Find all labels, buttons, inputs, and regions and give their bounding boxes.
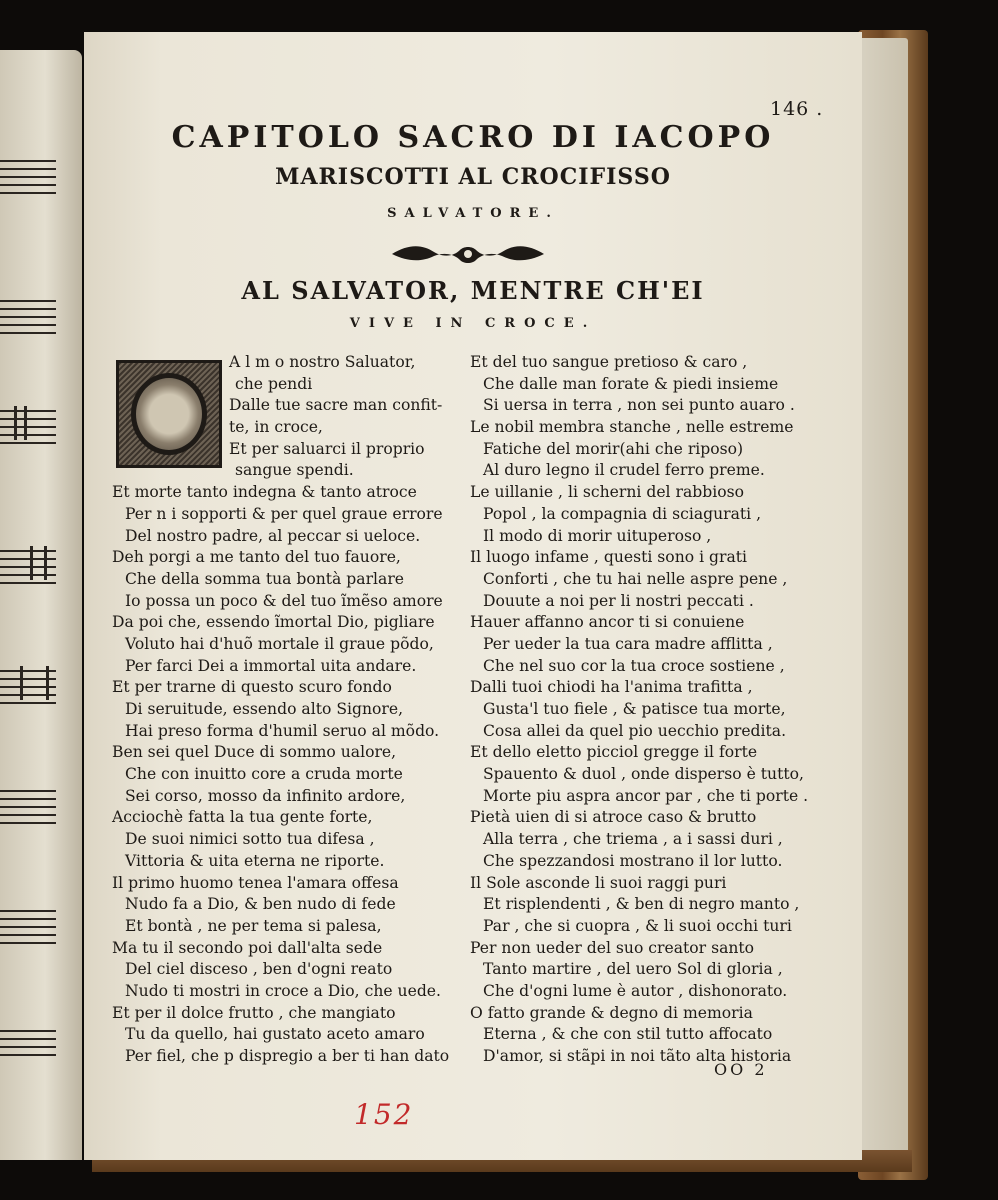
music-staff (0, 550, 56, 590)
poem-line: sangue spendi. (235, 461, 354, 480)
ornament-icon (388, 240, 548, 268)
poem-line: A l m o nostro Saluator, (229, 353, 416, 371)
poem-line: Par , che si cuopra , & li suoi occhi turi (483, 916, 792, 935)
poem-line: Et per trarne di questo scuro fondo (112, 678, 392, 697)
poem-line: Che della somma tua bontà parlare (125, 569, 405, 588)
music-staff (0, 910, 56, 950)
poem-line: Che dalle man forate & piedi insieme (483, 374, 779, 393)
poem-line: Nudo fa a Dio, & ben nudo di fede (125, 895, 396, 914)
music-staff (0, 300, 56, 340)
poem-line: Per farci Dei a immortal uita andare. (125, 656, 417, 675)
poem-line: Che spezzandosi mostrano il lor lutto. (483, 851, 783, 870)
poem-line: Si uersa in terra , non sei punto auaro . (483, 396, 795, 415)
page-number: 146 . (770, 98, 824, 120)
dedication-line-2: VIVE IN CROCE. (349, 316, 597, 331)
title-line-3: SALVATORE. (387, 206, 559, 221)
poem-line: Et per il dolce frutto , che mangiato (112, 1003, 396, 1022)
poem-line: Il luogo infame , questi sono i grati (470, 548, 748, 567)
poem-line: Del nostro padre, al peccar si ueloce. (125, 526, 421, 545)
poem-line: Ma tu il secondo poi dall'alta sede (112, 938, 383, 957)
poem-line: Hauer affanno ancor ti si conuiene (470, 613, 745, 632)
poem-line: Il primo huomo tenea l'amara offesa (112, 873, 399, 892)
dedication-line-1: AL SALVATOR, MENTRE CH'EI (241, 276, 705, 305)
poem-line: Acciochè fatta la tua gente forte, (112, 808, 373, 827)
poem-line: Morte piu aspra ancor par , che ti porte . (483, 786, 809, 805)
poem-line: Il Sole asconde li suoi raggi puri (470, 873, 727, 892)
poem-line: Il modo di morir uituperoso , (483, 526, 712, 545)
poem-line: Conforti , che tu hai nelle aspre pene , (483, 569, 788, 588)
poem-line: Dalle tue sacre man confit- (229, 396, 443, 415)
poem-line: D'amor, si stãpi in noi tãto alta historia (483, 1047, 792, 1065)
poem-line: Per n i sopporti & per quel graue errore (125, 504, 443, 523)
poem-line: Ben sei quel Duce di sommo ualore, (112, 743, 397, 762)
poem-line: Da poi che, essendo ĩmortal Dio, pigliare (112, 613, 435, 632)
poem-line: Hai preso forma d'humil seruo al mõdo. (125, 721, 440, 740)
poem-line: Gusta'l tuo fiele , & patisce tua morte, (483, 700, 786, 718)
poem-line: Et per saluarci il proprio (229, 439, 425, 458)
poem-line: Eterna , & che con stil tutto affocato (483, 1025, 773, 1044)
signature-mark: OO 2 (714, 1060, 768, 1079)
poem-line: Popol , la compagnia di sciagurati , (483, 504, 762, 523)
poem-line: te, in croce, (229, 418, 323, 437)
poem-line: Et bontà , ne per tema si palesa, (125, 916, 382, 935)
poem-line: Per non ueder del suo creator santo (470, 938, 755, 957)
poem-line: Et risplendenti , & ben di negro manto , (483, 895, 800, 914)
poem-line: Io possa un poco & del tuo ĩmẽso amore (125, 591, 443, 610)
poem-line: Pietà uien di si atroce caso & brutto (470, 808, 757, 827)
poem-line: Spauento & duol , onde disperso è tutto, (483, 765, 804, 784)
poem-line: Tanto martire , del uero Sol di gloria , (483, 960, 783, 979)
poem-line: Di seruitude, essendo alto Signore, (125, 700, 404, 718)
poem-line: Nudo ti mostri in croce a Dio, che uede. (125, 981, 441, 1000)
book-page (84, 32, 862, 1160)
poem-column-right (470, 352, 854, 1068)
poem-line: Fatiche del morir(ahi che riposo) (483, 439, 744, 458)
poem-line: Voluto hai d'huõ mortale il graue põdo, (125, 634, 434, 653)
manuscript-number: 152 (354, 1098, 414, 1131)
poem-line: Le uillanie , li scherni del rabbioso (470, 483, 744, 502)
poem-line: Al duro legno il crudel ferro preme. (483, 461, 765, 480)
music-staff (0, 160, 56, 200)
poem-line: Cosa allei da quel pio uecchio predita. (483, 721, 787, 740)
poem-line: Dalli tuoi chiodi ha l'anima trafitta , (470, 678, 753, 697)
music-staff (0, 1030, 56, 1062)
poem-line: Che nel suo cor la tua croce sostiene , (483, 656, 785, 675)
poem-line: De suoi nimici sotto tua difesa , (125, 830, 375, 849)
poem-line: Et del tuo sangue pretioso & caro , (470, 353, 748, 371)
poem-line: Et dello eletto picciol gregge il forte (470, 743, 758, 762)
poem-line: Che d'ogni lume è autor , dishonorato. (483, 981, 788, 1000)
poem-line: O fatto grande & degno di memoria (470, 1003, 753, 1022)
poem-column-left (112, 352, 480, 1068)
poem-line: Alla terra , che triema , a i sassi duri , (483, 830, 783, 849)
music-staff (0, 670, 56, 710)
poem-line: Le nobil membra stanche , nelle estreme (470, 418, 794, 437)
poem-line: Tu da quello, hai gustato aceto amaro (125, 1025, 425, 1044)
poem-line: Douute a noi per li nostri peccati . (483, 591, 754, 610)
title-line-1: CAPITOLO SACRO DI IACOPO (171, 120, 775, 155)
poem-line: che pendi (235, 374, 313, 393)
music-staff (0, 790, 56, 830)
poem-line: Del ciel disceso , ben d'ogni reato (125, 960, 393, 979)
poem-line: Per fiel, che p dispregio a ber ti han dato (125, 1047, 450, 1065)
poem-line: Sei corso, mosso da infinito ardore, (125, 786, 406, 805)
poem-line: Vittoria & uita eterna ne riporte. (125, 851, 385, 870)
page-edges (858, 38, 908, 1168)
music-staff (0, 410, 56, 450)
poem-line: Per ueder la tua cara madre afflitta , (483, 634, 773, 653)
poem-line: Che con inuitto core a cruda morte (125, 765, 403, 784)
poem-line: Et morte tanto indegna & tanto atroce (112, 483, 417, 502)
poem-line: Deh porgi a me tanto del tuo fauore, (112, 548, 401, 567)
left-facing-page (0, 50, 82, 1160)
title-line-2: MARISCOTTI AL CROCIFISSO (275, 164, 671, 190)
